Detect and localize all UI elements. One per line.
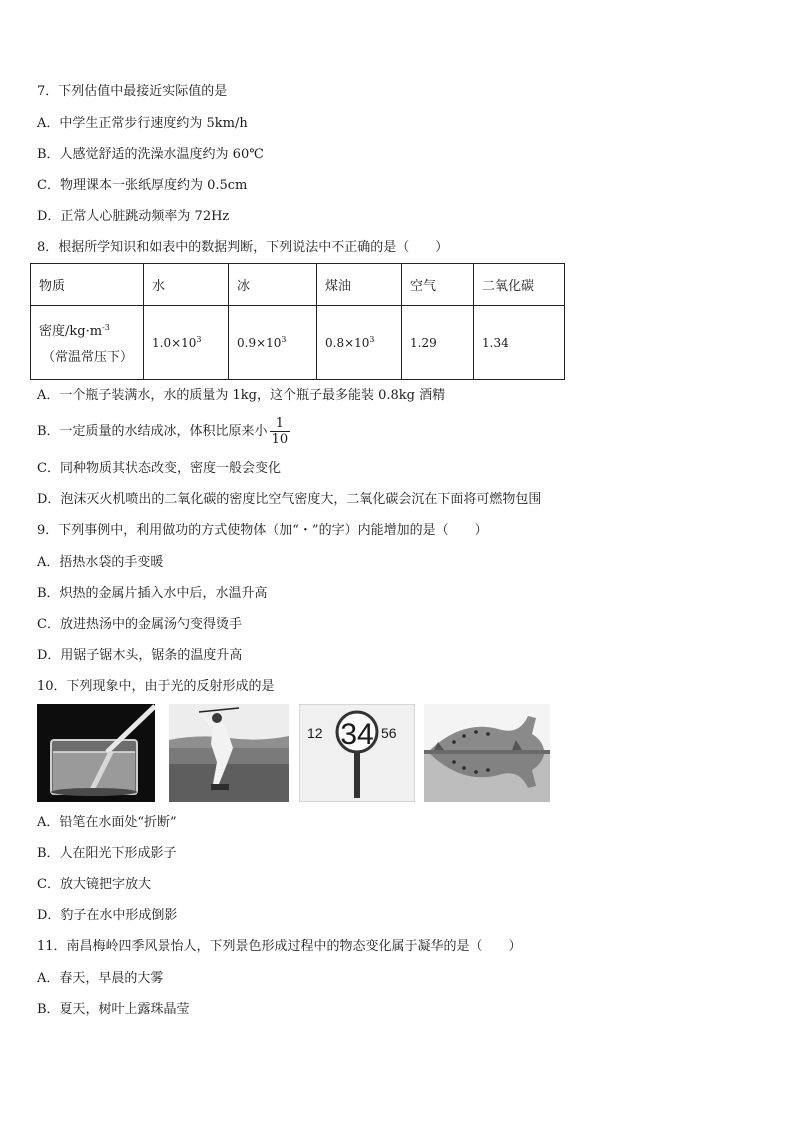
q11-option-a: A．春天，早晨的大雾: [37, 971, 164, 986]
table-header-cell: 冰: [229, 264, 317, 306]
magnifier-image: [299, 704, 415, 802]
magnifier-center-digits: 34: [340, 718, 374, 751]
q8-stem: 8．根据所学知识和如表中的数据判断，下列说法中不正确的是（ ）: [37, 240, 449, 255]
table-header-cell: 煤油: [317, 264, 402, 306]
table-header-row: [31, 264, 565, 306]
magnifier-right-digits: 56: [381, 725, 397, 741]
q9-option-a: A．捂热水袋的手变暖: [37, 555, 164, 570]
density-table: [30, 263, 565, 380]
q7-option-c: C．物理课本一张纸厚度约为 0.5cm: [37, 178, 248, 193]
q9-stem: 9．下列事例中，利用做功的方式使物体（加“・”的字）内能增加的是（ ）: [37, 523, 488, 538]
q8-option-a: A．一个瓶子装满水，水的质量为 1kg，这个瓶子最多能装 0.8kg 酒精: [37, 388, 446, 403]
q10-option-b: B．人在阳光下形成影子: [37, 846, 177, 861]
table-cell: $0.8\times 10^3$: [317, 306, 402, 380]
q7-stem: 7．下列估值中最接近实际值的是: [37, 84, 228, 99]
table-header-cell: 物质: [31, 264, 144, 306]
q7-option-d: D．正常人心脏跳动频率为 72Hz: [37, 209, 230, 224]
q8-option-d: D．泡沫灭火机喷出的二氧化碳的密度比空气密度大，二氧化碳会沉在下面将可燃物包围: [37, 492, 542, 507]
q8-option-b: B．一定质量的水结成冰，体积比原来小 $\frac{1}{10}$: [37, 416, 289, 447]
density-unit-label: 密度$/kg\cdot m^{-3}$: [39, 322, 110, 339]
table-cell: 1.29: [402, 306, 474, 380]
q10-option-a: A．铅笔在水面处“折断”: [37, 815, 177, 830]
table-cell: 1.34: [474, 306, 565, 380]
fraction: $\frac{1}{10}$: [271, 416, 289, 447]
q10-option-d: D．豹子在水中形成倒影: [37, 908, 178, 923]
row-label-cell: [31, 306, 144, 380]
table-header-cell: 水: [144, 264, 229, 306]
q9-option-b: B．炽热的金属片插入水中后，水温升高: [37, 586, 268, 601]
table-cell: $0.9\times 10^3$: [229, 306, 317, 380]
table-header-cell: 二氧化碳: [474, 264, 565, 306]
condition-label: （常温常压下）: [42, 349, 134, 365]
q9-option-d: D．用锯子锯木头，锯条的温度升高: [37, 648, 243, 663]
pencil-in-water-image: [37, 704, 155, 802]
q10-option-c: C．放大镜把字放大: [37, 877, 151, 892]
q11-stem: 11．南昌梅岭四季风景怡人，下列景色形成过程中的物态变化属于凝华的是（ ）: [37, 939, 522, 954]
leopard-reflection-image: [424, 704, 550, 802]
q7-option-a: A．中学生正常步行速度约为 5km/h: [37, 116, 248, 131]
golfer-shadow-image: [169, 704, 289, 802]
table-cell: $1.0\times 10^3$: [144, 306, 229, 380]
q8-option-c: C．同种物质其状态改变，密度一般会变化: [37, 461, 281, 476]
magnifier-left-digits: 12: [307, 725, 323, 741]
q7-option-b: B．人感觉舒适的洗澡水温度约为 60℃: [37, 147, 264, 162]
table-header-cell: 空气: [402, 264, 474, 306]
q10-stem: 10．下列现象中，由于光的反射形成的是: [37, 679, 275, 694]
table-row: [31, 306, 565, 380]
q11-option-b: B．夏天，树叶上露珠晶莹: [37, 1002, 190, 1017]
q9-option-c: C．放进热汤中的金属汤勺变得烫手: [37, 617, 242, 632]
